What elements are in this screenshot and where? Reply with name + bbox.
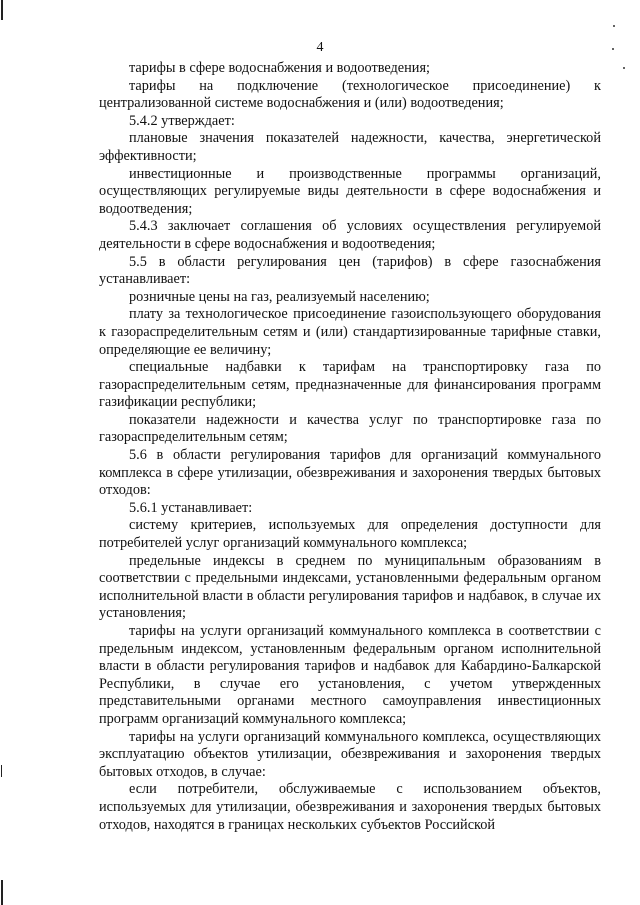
- paragraph: тарифы на подключение (технологическое присоединение) к централизованной системе водоснабжения и (или) водоотведения;: [99, 77, 601, 112]
- paragraph: плановые значения показателей надежности, качества, энергетической эффективности;: [99, 130, 601, 164]
- document-body: [99, 60, 601, 834]
- scan-speck: [623, 67, 625, 69]
- scan-edge-mark-left-middle: [1, 765, 2, 777]
- paragraph: 5.4.3 заключает соглашения об условиях осуществления регулируемой деятельности в сфере водоснабжения и водоотведения;: [99, 218, 601, 252]
- paragraph: тарифы на услуги организаций коммунального комплекса, осуществляющих эксплуатацию объектов утилизации, обезвреживания и захоронения твердых бытовых отходов, в случае:: [99, 728, 601, 780]
- scan-edge-mark-bottom-left: [1, 880, 3, 905]
- paragraph: показатели надежности и качества услуг по транспортировке газа по газораспределительным сетям;: [99, 411, 601, 446]
- paragraph: систему критериев, используемых для определения доступности для потребителей услуг организаций коммунального комплекса;: [99, 517, 601, 552]
- scan-edge-mark-top-left: [1, 0, 3, 20]
- paragraph: 5.4.2 утверждает:: [129, 112, 235, 129]
- paragraph: плату за технологическое присоединение газоиспользующего оборудования к газораспределительным сетям и (или) стандартизированные тарифные ставки, определяющие ее величину;: [99, 306, 601, 358]
- paragraph: если потребители, обслуживаемые с использованием объектов, используемых для утилизации, обезвреживания и захоронения твердых бытовых отходов, находятся в границах нескольких субъектов Российской: [99, 781, 601, 833]
- paragraph: специальные надбавки к тарифам на транспортировку газа по газораспределительным сетям, предназначенные для финансирования программ газификации республики;: [99, 359, 601, 411]
- paragraph: тарифы в сфере водоснабжения и водоотведения;: [129, 60, 430, 76]
- scan-speck: [613, 25, 615, 27]
- page-number: 4: [316, 40, 324, 55]
- paragraph: 5.5 в области регулирования цен (тарифов) в сфере газоснабжения устанавливает:: [99, 253, 601, 288]
- paragraph: тарифы на услуги организаций коммунального комплекса в соответствии с предельным индексом, установленным федеральным органом исполнительной власти в области регулирования тарифов и надбавок для Кабардино-Балкарской Республики, в случае его установления, с учетом утвержденных представительными органами местного самоуправления инвестиционных программ организаций коммунального комплекса;: [99, 623, 601, 727]
- paragraph: предельные индексы в среднем по муниципальным образованиям в соответствии с предельными индексами, установленными федеральным органом исполнительной власти в области регулирования тарифов и надбавок, в случае их установления;: [99, 552, 601, 622]
- paragraph: 5.6 в области регулирования тарифов для организаций коммунального комплекса в сфере утилизации, обезвреживания и захоронения твердых бытовых отходов:: [99, 447, 601, 499]
- paragraph: розничные цены на газ, реализуемый населению;: [129, 288, 430, 305]
- paragraph: инвестиционные и производственные программы организаций, осуществляющих регулируемые виды деятельности в сфере водоснабжения и водоотведения;: [99, 165, 601, 217]
- paragraph: 5.6.1 устанавливает:: [129, 499, 253, 516]
